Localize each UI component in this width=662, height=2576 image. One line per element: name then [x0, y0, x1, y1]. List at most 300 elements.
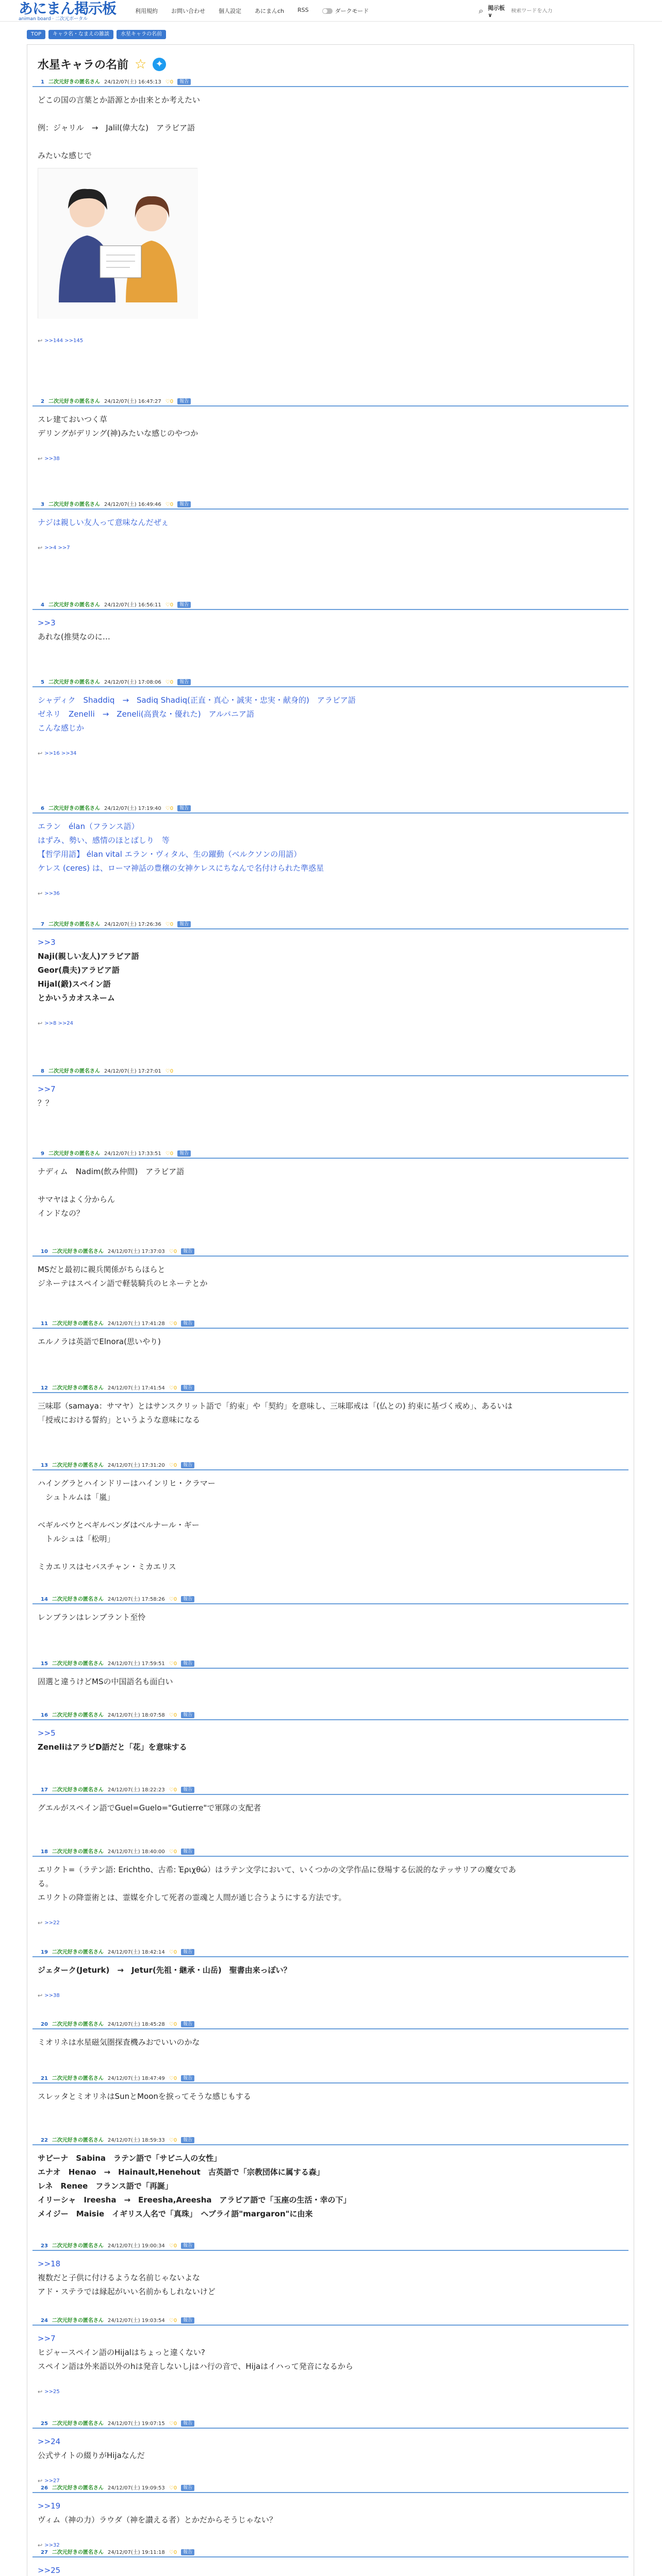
- anchor-link[interactable]: >>5: [38, 1728, 56, 1738]
- reply-anchor-text[interactable]: >>38: [44, 456, 60, 462]
- post-number[interactable]: 14: [41, 1597, 48, 1602]
- breadcrumb-category[interactable]: キャラ名・なまえの雑談: [48, 30, 113, 39]
- post: [32, 2484, 628, 2549]
- post-text-line: 複数だと子供に付けるような名前じゃないよな: [38, 2273, 201, 2282]
- post-date: 24/12/07(土) 18:22:23: [107, 1787, 165, 1793]
- reply-anchor-text[interactable]: >>25: [44, 2389, 60, 2395]
- poster-name: 二次元好きの匿名さん: [52, 1661, 104, 1667]
- like-count[interactable]: ♡0: [165, 79, 174, 85]
- report-button[interactable]: 報告: [177, 79, 191, 85]
- post-header: [32, 2420, 628, 2429]
- breadcrumb: [27, 30, 166, 39]
- post-number[interactable]: 2: [41, 399, 44, 404]
- post-body: [32, 1159, 628, 1221]
- post-date: 24/12/07(土) 17:41:54: [107, 1385, 165, 1391]
- post-text-line: Naji(親しい友人)アラビア語: [38, 952, 139, 961]
- post: [32, 1320, 628, 1349]
- report-button[interactable]: 報告: [181, 2485, 194, 2491]
- post-header: [32, 1462, 628, 1470]
- like-count[interactable]: ♡0: [169, 1597, 177, 1602]
- favorite-star-icon[interactable]: ☆: [135, 56, 147, 72]
- post-body: [32, 2493, 628, 2527]
- post-text-line: スペイン語は外来語以外のhは発音しないしjはハ行の音で、Hijaはイハって発音になるから: [38, 2362, 353, 2371]
- post-text-line: [38, 1546, 628, 1560]
- post-number[interactable]: 15: [41, 1661, 48, 1667]
- reply-anchor-text[interactable]: >>27: [44, 2478, 60, 2484]
- reply-links[interactable]: [38, 750, 76, 757]
- post-date: 24/12/07(土) 17:58:26: [107, 1597, 165, 1602]
- post: [32, 2075, 628, 2104]
- post-body: [32, 87, 628, 318]
- post: [32, 1462, 628, 1574]
- post-body: [32, 1329, 628, 1349]
- post-text-line: スレッタとミオリネはSunとMoonを捩ってそうな感じもする: [38, 2092, 251, 2101]
- nav-settings[interactable]: 個人設定: [219, 8, 241, 14]
- reply-links[interactable]: [38, 890, 60, 897]
- logo-text[interactable]: あにまん掲示板: [19, 0, 117, 17]
- post-text-line: ゼネリ Zenelli → Zeneli(高貴な・優れた) アルバニア語: [38, 709, 254, 719]
- dark-mode-toggle[interactable]: [322, 7, 369, 15]
- post-date: 24/12/07(土) 19:09:53: [107, 2485, 165, 2491]
- poster-name: 二次元好きの匿名さん: [52, 2485, 104, 2491]
- toggle-switch[interactable]: [322, 8, 333, 14]
- post-text-line: ？？: [38, 1098, 54, 1108]
- post-text-line: 例：ジャリル → Jalil(偉大な) アラビア語: [38, 123, 195, 132]
- reply-anchor-text[interactable]: >>32: [44, 2543, 60, 2548]
- post-number[interactable]: 7: [41, 922, 44, 927]
- post-text-line: ジネーテはスペイン語で軽装騎兵のヒネーテとか: [38, 1279, 208, 1288]
- like-count[interactable]: ♡0: [165, 399, 174, 404]
- post-number[interactable]: 24: [41, 2318, 48, 2324]
- post-body: [32, 2029, 628, 2049]
- post-number[interactable]: 25: [41, 2421, 48, 2427]
- poster-name: 二次元好きの匿名さん: [52, 2318, 104, 2324]
- like-count[interactable]: ♡0: [169, 1661, 177, 1667]
- post-text-line: サマヤはよく分からん: [38, 1195, 115, 1204]
- post: [32, 1660, 628, 1689]
- post-text-line: みたいな感じで: [38, 151, 92, 160]
- report-button[interactable]: 報告: [177, 398, 191, 404]
- reply-anchor-text[interactable]: >>144 >>145: [44, 338, 84, 344]
- like-count[interactable]: ♡0: [169, 1321, 177, 1327]
- report-button[interactable]: 報告: [181, 1462, 194, 1468]
- reply-anchor-text[interactable]: >>22: [44, 1920, 60, 1926]
- post-text-line: エラン élan（フランス語）: [38, 822, 139, 831]
- post-date: 24/12/07(土) 17:59:51: [107, 1661, 165, 1667]
- post-number[interactable]: 12: [41, 1385, 48, 1391]
- post-number[interactable]: 20: [41, 2022, 48, 2027]
- post-date: 24/12/07(土) 18:59:33: [107, 2138, 165, 2143]
- report-button[interactable]: 報告: [177, 602, 191, 608]
- like-count[interactable]: ♡0: [169, 1787, 177, 1793]
- post-number[interactable]: 19: [41, 1950, 48, 1955]
- nav-rss[interactable]: RSS: [297, 7, 309, 13]
- report-button[interactable]: 報告: [177, 501, 191, 507]
- post-date: 24/12/07(土) 16:49:46: [104, 502, 161, 507]
- anchor-link[interactable]: >>18: [38, 2259, 61, 2268]
- post-text-line: Hijal(鍛)スペイン語: [38, 979, 111, 989]
- post-body: [32, 1604, 628, 1624]
- like-count[interactable]: ♡0: [169, 1849, 177, 1855]
- post-text-line: スレ建ておいつく草: [38, 415, 108, 424]
- reply-links[interactable]: [38, 1920, 60, 1926]
- post-text-line: あれな(推奨なのに…: [38, 632, 110, 641]
- poster-name: 二次元好きの匿名さん: [52, 1385, 104, 1391]
- like-count[interactable]: ♡0: [169, 2076, 177, 2081]
- post-text-line: 固選と違うけどMSの中国語名も面白い: [38, 1677, 173, 1686]
- post: [32, 1786, 628, 1815]
- post-number[interactable]: 9: [41, 1151, 44, 1157]
- post-text-line: 「授戒における誓約」というような意味になる: [38, 1415, 201, 1425]
- post-date: 24/12/07(土) 19:03:54: [107, 2318, 165, 2324]
- post-text-line: ミカエリスはセバスチャン・ミカエリス: [38, 1562, 176, 1571]
- post-number[interactable]: 4: [41, 602, 44, 608]
- post-header: [32, 78, 628, 87]
- post-number[interactable]: 22: [41, 2138, 48, 2143]
- reply-icon: ↩: [38, 545, 43, 551]
- post: [32, 2317, 628, 2395]
- post-header: [32, 1067, 628, 1076]
- reply-icon: ↩: [38, 2388, 43, 2395]
- report-button[interactable]: 報告: [181, 1596, 194, 1602]
- post-number[interactable]: 26: [41, 2485, 48, 2491]
- poster-name: 二次元好きの匿名さん: [52, 2076, 104, 2081]
- post-body: [32, 1076, 628, 1110]
- report-button[interactable]: 報告: [181, 2420, 194, 2427]
- reply-anchor-text[interactable]: >>38: [44, 1993, 60, 1998]
- poster-name: 二次元好きの匿名さん: [52, 1463, 104, 1468]
- report-button[interactable]: 報告: [177, 805, 191, 811]
- report-button[interactable]: 報告: [181, 2317, 194, 2324]
- reply-links[interactable]: [38, 1992, 60, 1999]
- poster-name: 二次元好きの匿名さん: [52, 1249, 104, 1255]
- post-body: [32, 2326, 628, 2374]
- post-number[interactable]: 18: [41, 1849, 48, 1855]
- post-number[interactable]: 21: [41, 2076, 48, 2081]
- post-text-line: シュトルムは「嵐」: [38, 1493, 115, 1502]
- post: [32, 2242, 628, 2299]
- post-header: [32, 2137, 628, 2145]
- report-button[interactable]: 報告: [181, 1849, 194, 1855]
- post-date: 24/12/07(土) 18:40:00: [107, 1849, 165, 1855]
- post: [32, 679, 628, 757]
- report-button[interactable]: 報告: [177, 921, 191, 927]
- post-number[interactable]: 16: [41, 1713, 48, 1718]
- like-count[interactable]: ♡0: [165, 602, 174, 608]
- post-number[interactable]: 11: [41, 1321, 48, 1327]
- like-count[interactable]: ♡0: [165, 680, 174, 685]
- post-date: 24/12/07(土) 16:56:11: [104, 602, 161, 608]
- poster-name: 二次元好きの匿名さん: [52, 1321, 104, 1327]
- anchor-link[interactable]: >>7: [38, 2334, 56, 2343]
- report-button[interactable]: 報告: [177, 679, 191, 685]
- like-count[interactable]: ♡0: [169, 2485, 177, 2491]
- search-icon[interactable]: ⌕: [478, 6, 484, 15]
- post-number[interactable]: 23: [41, 2243, 48, 2249]
- post-text-line: こんな感じか: [38, 723, 85, 733]
- post-body: [32, 510, 628, 530]
- anchor-link[interactable]: >>3: [38, 618, 56, 628]
- post-header: [32, 398, 628, 406]
- reply-links[interactable]: [38, 545, 70, 551]
- post-header: [32, 1660, 628, 1669]
- post-text-line: ミオリネは水星磁気圏探査機みおでいいのかな: [38, 2038, 200, 2047]
- post-body: [32, 1857, 628, 1905]
- post: [32, 2420, 628, 2484]
- post-date: 24/12/07(土) 17:31:20: [107, 1463, 165, 1468]
- post-text-line: エルノラは英語でElnora(思いやり): [38, 1337, 161, 1346]
- post-image[interactable]: [38, 168, 197, 318]
- anchor-link[interactable]: >>19: [38, 2501, 61, 2511]
- post-header: [32, 1848, 628, 1857]
- like-count[interactable]: ♡0: [165, 806, 174, 811]
- like-count[interactable]: ♡0: [169, 2318, 177, 2324]
- poster-name: 二次元好きの匿名さん: [52, 1597, 104, 1602]
- post-number[interactable]: 13: [41, 1463, 48, 1468]
- post-body: [32, 2251, 628, 2299]
- report-button[interactable]: 報告: [181, 1320, 194, 1327]
- post-text-line: 【哲学用語】 élan vital エラン・ヴィタル、生の躍動（ベルクソンの用語）: [38, 850, 302, 859]
- anchor-link[interactable]: >>3: [38, 938, 56, 947]
- dark-mode-label: ダークモード: [335, 8, 369, 14]
- reply-icon: ↩: [38, 1020, 43, 1027]
- post-date: 24/12/07(土) 18:07:58: [107, 1713, 165, 1718]
- post-text-line: どこの国の言葉とか語源とか由来とか考えたい: [38, 95, 201, 105]
- post-number[interactable]: 5: [41, 680, 44, 685]
- post-text-line: 三味耶（samaya：サマヤ）とはサンスクリット語で「約束」や「契約」を意味し、三味耶戒は「(仏との) 約束に基づく戒め」、あるいは: [38, 1401, 513, 1411]
- poster-name: 二次元好きの匿名さん: [52, 1849, 104, 1855]
- post: [32, 1948, 628, 1999]
- report-button[interactable]: 報告: [181, 2243, 194, 2249]
- post: [32, 1596, 628, 1624]
- reply-anchor-text[interactable]: >>8 >>24: [44, 1021, 73, 1026]
- like-count[interactable]: ♡0: [169, 2550, 177, 2555]
- post-text-line: ハイングラとハインドリーはハインリヒ・クラマー: [38, 1479, 216, 1488]
- post-date: 24/12/07(土) 19:00:34: [107, 2243, 165, 2249]
- post: [32, 1711, 628, 1754]
- post-header: [32, 1320, 628, 1329]
- nav-terms[interactable]: 利用規約: [135, 8, 158, 14]
- post-text-line: る。: [38, 1879, 54, 1888]
- post: [32, 501, 628, 551]
- like-count[interactable]: ♡0: [169, 1950, 177, 1955]
- reply-icon: ↩: [38, 750, 43, 757]
- post-header: [32, 1248, 628, 1257]
- poster-name: 二次元好きの匿名さん: [52, 1713, 104, 1718]
- post-date: 24/12/07(土) 16:47:27: [104, 399, 161, 404]
- report-button[interactable]: 報告: [181, 1660, 194, 1667]
- post-text-line: サビーナ Sabina ラテン語で「サビニ人の女性」: [38, 2154, 222, 2163]
- post-body: [32, 2083, 628, 2104]
- report-button[interactable]: 報告: [181, 2549, 194, 2555]
- post-text-line: エナオ Henao → Hainault,Henehout 古英語で「宗教団体に属する森」: [38, 2167, 324, 2177]
- like-count[interactable]: ♡0: [169, 1385, 177, 1391]
- like-count[interactable]: ♡0: [169, 2421, 177, 2427]
- post: [32, 601, 628, 644]
- post: [32, 1384, 628, 1427]
- post-text-line: とかいうカオスネーム: [38, 993, 115, 1003]
- post-date: 24/12/07(土) 17:27:01: [104, 1069, 161, 1074]
- poster-name: 二次元好きの匿名さん: [48, 680, 100, 685]
- post-text-line: ナジは親しい友人って意味なんだぜぇ: [38, 518, 169, 527]
- post-text-line: [38, 1504, 628, 1518]
- post-number[interactable]: 27: [41, 2550, 48, 2555]
- post-text-line: デリングがデリング(神)みたいな感じのやつか: [38, 429, 198, 438]
- post-header: [32, 2242, 628, 2251]
- breadcrumb-top[interactable]: TOP: [27, 30, 45, 39]
- anchor-link[interactable]: >>7: [38, 1084, 56, 1094]
- reply-links[interactable]: [38, 2542, 60, 2549]
- like-count[interactable]: ♡0: [165, 922, 174, 927]
- like-count[interactable]: ♡0: [169, 1463, 177, 1468]
- site-header: [0, 0, 662, 22]
- thread-board: [27, 44, 634, 2576]
- post-date: 24/12/07(土) 17:19:40: [104, 806, 161, 811]
- like-count[interactable]: ♡0: [169, 1713, 177, 1718]
- post-text-line: [38, 107, 628, 121]
- nav-animanch[interactable]: あにまんch: [255, 8, 285, 14]
- post-body: [32, 610, 628, 644]
- report-button[interactable]: 報告: [181, 1787, 194, 1793]
- post-number[interactable]: 8: [41, 1069, 44, 1074]
- post-body: [32, 1795, 628, 1815]
- post: [32, 1150, 628, 1221]
- post-body: [32, 406, 628, 440]
- post: [32, 78, 628, 344]
- post-body: [32, 1720, 628, 1754]
- post-number[interactable]: 1: [41, 79, 44, 85]
- post-body: [32, 814, 628, 875]
- post-text-line: [38, 135, 628, 149]
- post-text-line: ベギルベウとベギルベンダはベルナール・ギー: [38, 1520, 200, 1530]
- post-text-line: Geor(農夫)アラビア語: [38, 965, 120, 975]
- site-logo[interactable]: [19, 1, 116, 22]
- post: [32, 2137, 628, 2221]
- post-body: [32, 1393, 628, 1427]
- post-number[interactable]: 3: [41, 502, 44, 507]
- breadcrumb-thread[interactable]: 水星キャラの名前: [117, 30, 166, 39]
- reply-icon: ↩: [38, 890, 43, 897]
- post-header: [32, 1711, 628, 1720]
- report-button[interactable]: 報告: [181, 2021, 194, 2027]
- logo-subtext: animan board · 二次元ポータル: [19, 16, 88, 22]
- post-text-line: レネ Renee フランス語で「再誕」: [38, 2181, 173, 2191]
- post-text-line: アド・ステラでは縁起がいい名前かもしれないけど: [38, 2287, 216, 2296]
- report-button[interactable]: 報告: [181, 2137, 194, 2143]
- reply-links[interactable]: [38, 2478, 60, 2484]
- reply-anchor-text[interactable]: >>16 >>34: [44, 751, 77, 756]
- report-button[interactable]: 報告: [181, 1949, 194, 1955]
- post-text-line: ZeneliはアラビD語だと「花」を意味する: [38, 1742, 187, 1752]
- top-nav: [135, 7, 369, 15]
- anchor-link[interactable]: >>24: [38, 2437, 61, 2446]
- post: [32, 1248, 628, 1291]
- like-count[interactable]: ♡0: [165, 502, 174, 507]
- post-text-line: ジェターク(Jeturk) → Jetur(先祖・継承・山岳) 聖書由来っぽい？: [38, 1965, 291, 1975]
- post-date: 24/12/07(土) 17:37:03: [107, 1249, 165, 1255]
- post-text-line: ケレス (ceres) は、ローマ神話の豊穣の女神ケレスにちなんで名付けられた準惑星: [38, 863, 324, 873]
- poster-name: 二次元好きの匿名さん: [48, 922, 100, 927]
- reply-anchor-text[interactable]: >>4 >>7: [44, 545, 70, 551]
- search-input[interactable]: [511, 8, 595, 14]
- reply-icon: ↩: [38, 455, 43, 462]
- search-scope-select[interactable]: 掲示板 ∨: [488, 4, 505, 19]
- post: [32, 2549, 628, 2576]
- post-header: [32, 679, 628, 687]
- like-count[interactable]: ♡0: [169, 2243, 177, 2249]
- post-number[interactable]: 10: [41, 1249, 48, 1255]
- post-date: 24/12/07(土) 18:45:28: [107, 2022, 165, 2027]
- post-header: [32, 1786, 628, 1795]
- post-text-line: エリクトの降霊術とは、霊媒を介して死者の霊魂と人間が通じ合うようにする方法です。: [38, 1893, 346, 1902]
- reply-icon: ↩: [38, 2542, 43, 2549]
- post-header: [32, 1384, 628, 1393]
- report-button[interactable]: 報告: [181, 1712, 194, 1718]
- poster-name: 二次元好きの匿名さん: [52, 2421, 104, 2427]
- illustration-image: [38, 168, 198, 319]
- poster-name: 二次元好きの匿名さん: [52, 2550, 104, 2555]
- like-count[interactable]: ♡0: [165, 1151, 174, 1157]
- report-button[interactable]: 報告: [181, 1248, 194, 1255]
- like-count[interactable]: ♡0: [169, 1249, 177, 1255]
- post-header: [32, 601, 628, 610]
- post: [32, 2021, 628, 2049]
- post-date: 24/12/07(土) 19:07:15: [107, 2421, 165, 2427]
- post-header: [32, 2021, 628, 2029]
- report-button[interactable]: 報告: [177, 1150, 191, 1157]
- like-count[interactable]: ♡0: [169, 2138, 177, 2143]
- poster-name: 二次元好きの匿名さん: [52, 1950, 104, 1955]
- thread-title-row: [38, 56, 166, 72]
- reply-anchor-text[interactable]: >>36: [44, 891, 60, 896]
- post-text-line: [38, 1179, 628, 1193]
- poster-name: 二次元好きの匿名さん: [48, 1069, 100, 1074]
- report-button[interactable]: 報告: [181, 1385, 194, 1391]
- post-text-line: ナディム Nadim(飲み仲間) アラビア語: [38, 1167, 185, 1176]
- reply-links[interactable]: [38, 1020, 73, 1027]
- reply-links[interactable]: [38, 455, 60, 462]
- post-date: 24/12/07(土) 16:45:13: [104, 79, 161, 85]
- post-date: 24/12/07(土) 17:41:28: [107, 1321, 165, 1327]
- post-text-line: メイジー Maisie イギリス人名で「真珠」 ヘブライ語"margaron"に由来: [38, 2209, 313, 2218]
- reply-links[interactable]: [38, 337, 83, 344]
- report-button[interactable]: 報告: [181, 2075, 194, 2081]
- post: [32, 1067, 628, 1110]
- post-text-line: イリーシャ Ireesha → Ereesha,Areesha アラビア語で「玉座の生活・幸の下」: [38, 2195, 351, 2205]
- post-date: 24/12/07(土) 18:47:49: [107, 2076, 165, 2081]
- like-count[interactable]: ♡0: [169, 2022, 177, 2027]
- post-header: [32, 2484, 628, 2493]
- reply-icon: ↩: [38, 337, 43, 344]
- poster-name: 二次元好きの匿名さん: [48, 806, 100, 811]
- twitter-share-icon[interactable]: ✦: [153, 58, 166, 71]
- post: [32, 805, 628, 897]
- post: [32, 921, 628, 1027]
- post-body: [32, 687, 628, 735]
- post-number[interactable]: 6: [41, 806, 44, 811]
- nav-contact[interactable]: お問い合わせ: [171, 8, 205, 14]
- reply-links[interactable]: [38, 2388, 60, 2395]
- post-number[interactable]: 17: [41, 1787, 48, 1793]
- post-text-line: 公式サイトの綴りがHijaなんだ: [38, 2451, 145, 2460]
- post-text-line: シャディク Shaddiq → Sadiq Shadiq(正直・真心・誠実・忠実・献身的) アラビア語: [38, 696, 356, 705]
- reply-icon: ↩: [38, 2478, 43, 2484]
- anchor-link[interactable]: >>25: [38, 2566, 61, 2575]
- post: [32, 398, 628, 462]
- like-count[interactable]: ♡0: [165, 1069, 174, 1074]
- post-body: [32, 929, 628, 1005]
- post-date: 24/12/07(土) 19:11:18: [107, 2550, 165, 2555]
